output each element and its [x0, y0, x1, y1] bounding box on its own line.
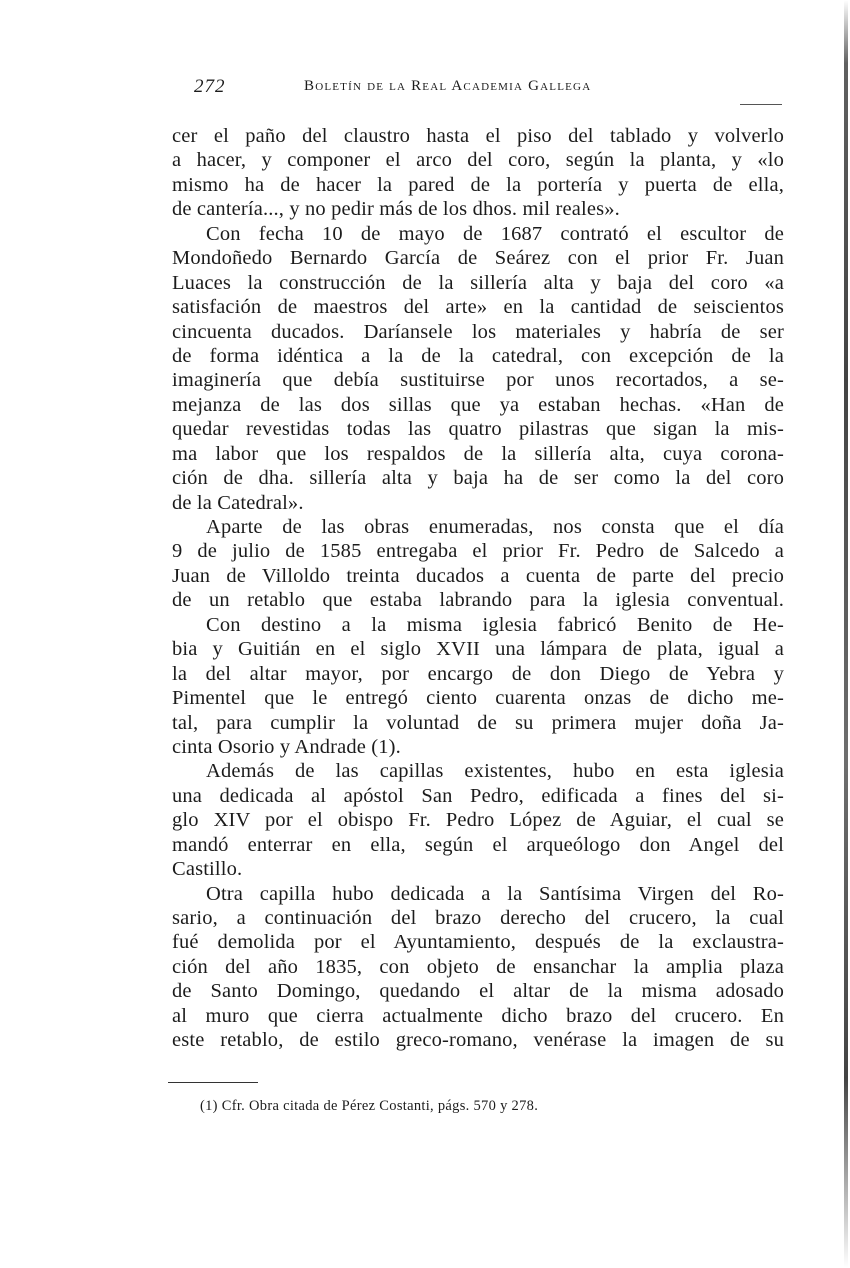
- text-line: ción del año 1835, con objeto de ensanchar la amplia plaza: [172, 955, 784, 978]
- text-line: bia y Guitián en el siglo XVII una lámpara de plata, igual a: [172, 638, 784, 661]
- text-line: de un retablo que estaba labrando para la iglesia conventual.: [172, 589, 784, 612]
- text-line: a hacer, y componer el arco del coro, según la planta, y «lo: [172, 149, 784, 172]
- text-line: una dedicada al apóstol San Pedro, edificada a fines del si-: [172, 784, 784, 807]
- paragraph-start-line: Otra capilla hubo dedicada a la Santísima Virgen del Ro-: [206, 882, 784, 905]
- text-line: sario, a continuación del brazo derecho del crucero, la cual: [172, 907, 784, 929]
- text-line: la del altar mayor, por encargo de don Diego de Yebra y: [172, 662, 784, 685]
- text-line: de cantería..., y no pedir más de los dhos. mil reales».: [172, 198, 620, 221]
- text-line: glo XIV por el obispo Fr. Pedro López de Aguiar, el cual se: [172, 809, 784, 832]
- text-line: ma labor que los respaldos de la sillería alta, cuya corona-: [172, 442, 784, 465]
- text-line: ción de dha. sillería alta y baja ha de ser como la del coro: [172, 467, 784, 490]
- text-line: 9 de julio de 1585 entregaba el prior Fr. Pedro de Salcedo a: [172, 540, 784, 563]
- paragraph-start-line: Con fecha 10 de mayo de 1687 contrató el escultor de: [206, 222, 784, 245]
- page-edge-shadow: [844, 0, 848, 1268]
- paragraph-start-line: Además de las capillas existentes, hubo en esta iglesia: [206, 760, 784, 783]
- text-line: satisfación de maestros del arte» en la cantidad de seiscientos: [172, 296, 784, 319]
- text-line: mismo ha de hacer la pared de la portería y puerta de ella,: [172, 173, 784, 196]
- page-number: 272: [194, 76, 226, 97]
- paragraph-start-line: Aparte de las obras enumeradas, nos consta que el día: [206, 516, 784, 538]
- text-line: cer el paño del claustro hasta el piso del tablado y volverlo: [172, 125, 784, 147]
- header-rule: [740, 104, 782, 105]
- text-line: cinta Osorio y Andrade (1).: [172, 735, 401, 758]
- text-line: quedar revestidas todas las quatro pilastras que sigan la mis-: [172, 418, 784, 441]
- text-line: Luaces la construcción de la sillería alta y baja del coro «a: [172, 271, 784, 294]
- footnote: (1) Cfr. Obra citada de Pérez Costanti, págs. 570 y 278.: [200, 1098, 539, 1114]
- text-line: cincuenta ducados. Daríansele los materiales y habría de ser: [172, 320, 784, 343]
- paragraph-start-line: Con destino a la misma iglesia fabricó Benito de He-: [206, 613, 784, 636]
- running-header: [194, 76, 784, 104]
- text-line: de Santo Domingo, quedando el altar de la misma adosado: [172, 980, 784, 1003]
- text-line: imaginería que debía sustituirse por unos recortados, a se-: [172, 369, 784, 392]
- text-line: de la Catedral».: [172, 491, 304, 514]
- body-text: [172, 124, 784, 1053]
- journal-title: Boletín de la Real Academia Gallega: [304, 78, 592, 94]
- text-line: de forma idéntica a la de la catedral, con excepción de la: [172, 344, 784, 367]
- text-line: al muro que cierra actualmente dicho brazo del crucero. En: [172, 1004, 784, 1027]
- text-line: mandó enterrar en ella, según el arqueólogo don Angel del: [172, 833, 784, 856]
- text-line: Juan de Villoldo treinta ducados a cuenta de parte del precio: [172, 564, 784, 587]
- text-line: Mondoñedo Bernardo García de Seárez con el prior Fr. Juan: [172, 247, 784, 270]
- text-line: fué demolida por el Ayuntamiento, después de la exclaustra-: [172, 931, 784, 954]
- footnote-rule: [168, 1082, 258, 1083]
- text-line: tal, para cumplir la voluntad de su primera mujer doña Ja-: [172, 711, 784, 734]
- text-line: Pimentel que le entregó ciento cuarenta onzas de dicho me-: [172, 687, 784, 710]
- text-line: este retablo, de estilo greco-romano, venérase la imagen de su: [172, 1029, 784, 1052]
- text-line: mejanza de las dos sillas que ya estaban hechas. «Han de: [172, 393, 784, 416]
- text-line: Castillo.: [172, 858, 243, 881]
